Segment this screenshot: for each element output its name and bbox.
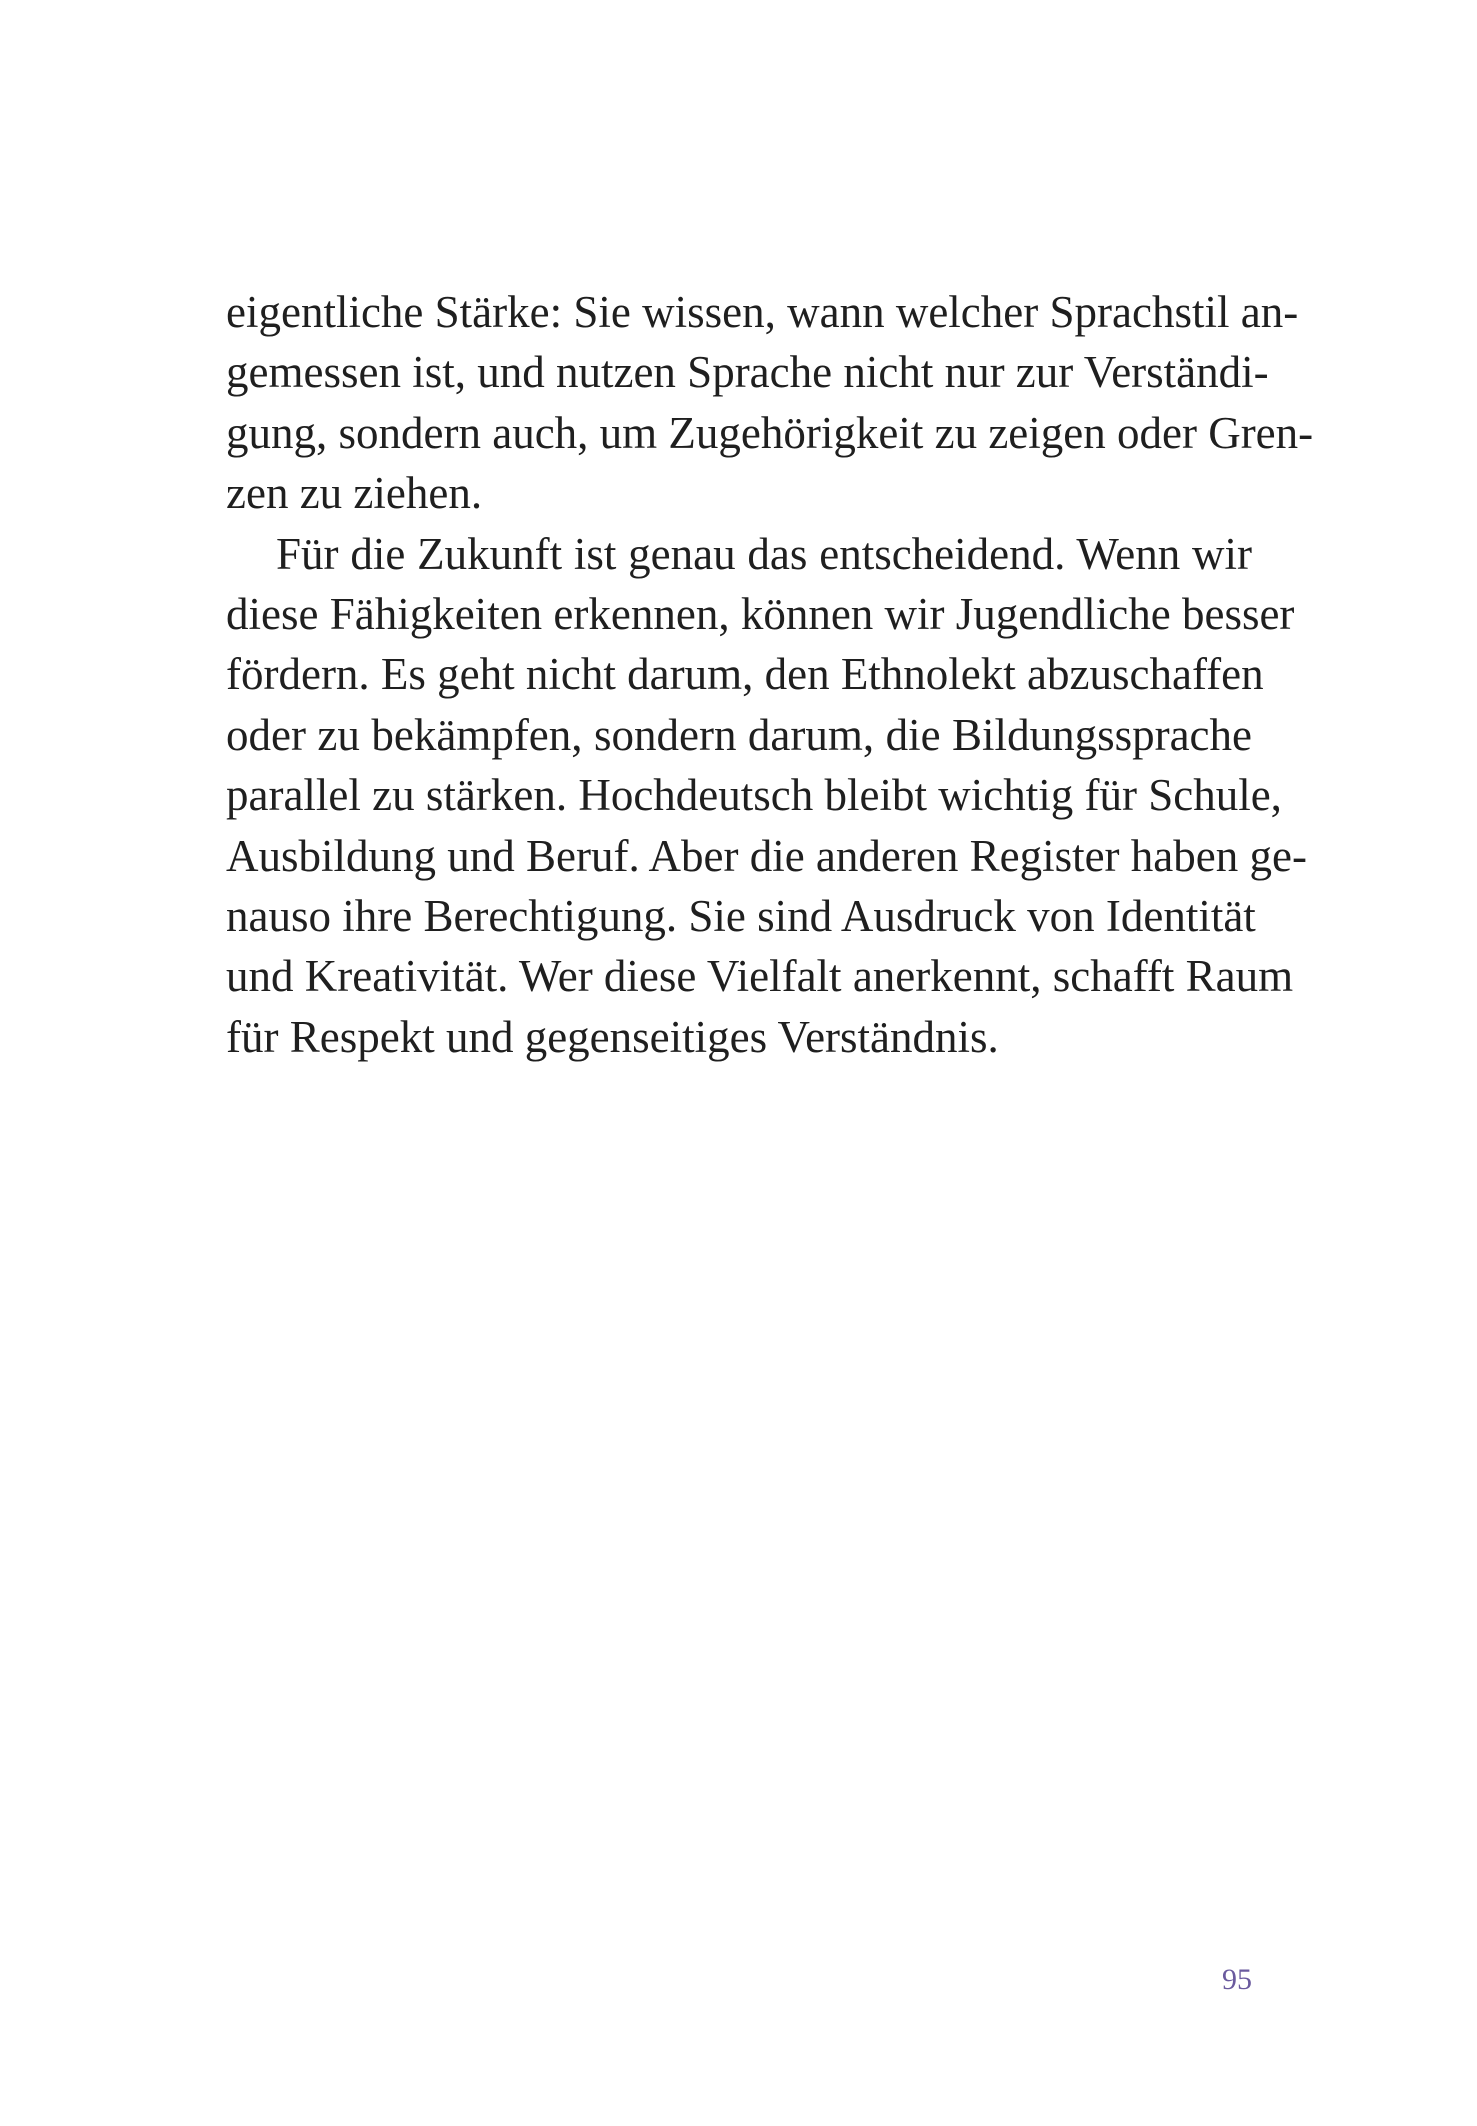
body-text: [226, 282, 1314, 1067]
text-line: diese Fähigkeiten erkennen, können wir Jugendliche besser: [226, 588, 1295, 639]
text-line: oder zu bekämpfen, sondern darum, die Bildungssprache: [226, 709, 1252, 760]
text-line: parallel zu stärken. Hochdeutsch bleibt wichtig für Schule,: [226, 770, 1282, 821]
text-line: Für die Zukunft ist genau das entscheidend. Wenn wir: [276, 528, 1252, 579]
text-line: gung, sondern auch, um Zugehörigkeit zu zeigen oder Gren-: [226, 407, 1314, 458]
text-line: eigentliche Stärke: Sie wissen, wann welcher Sprachstil an-: [226, 287, 1299, 337]
text-line: Ausbildung und Beruf. Aber die anderen Register haben ge-: [226, 830, 1307, 881]
paragraph-1: [226, 282, 1314, 524]
text-line: fördern. Es geht nicht darum, den Ethnolekt abzuschaffen: [226, 649, 1264, 700]
text-line: und Kreativität. Wer diese Vielfalt anerkennt, schafft Raum: [226, 951, 1294, 1002]
text-line: zen zu ziehen.: [226, 468, 483, 519]
text-line: für Respekt und gegenseitiges Verständnis.: [226, 1011, 999, 1062]
page-number: 95: [1222, 1963, 1252, 1996]
text-line: gemessen ist, und nutzen Sprache nicht nur zur Verständi-: [226, 347, 1269, 398]
text-line: nauso ihre Berechtigung. Sie sind Ausdruck von Identität: [226, 890, 1256, 941]
paragraph-2: [226, 524, 1307, 1068]
